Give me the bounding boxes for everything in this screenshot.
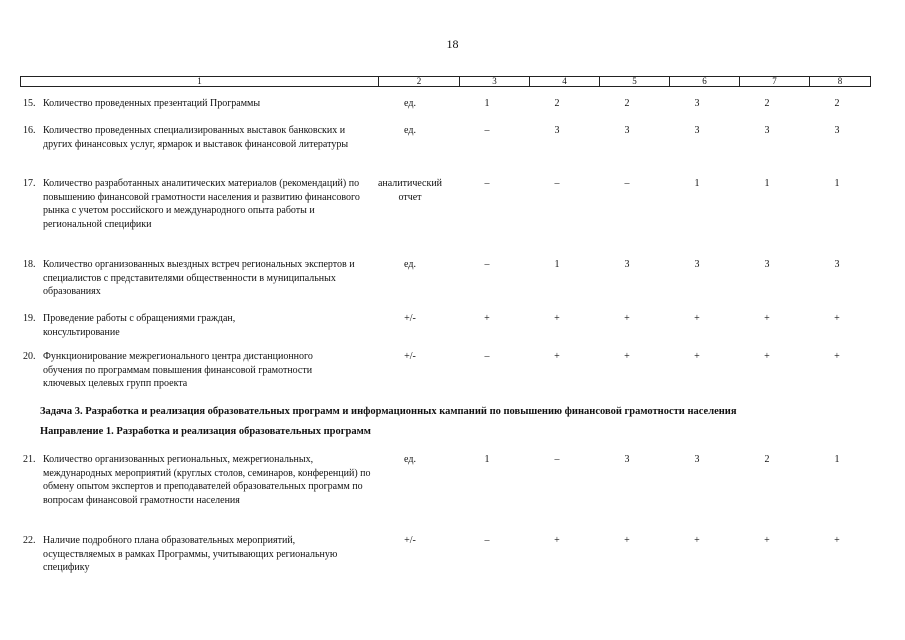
row-value: 2 — [764, 98, 770, 109]
row-number: 17. — [23, 178, 36, 189]
row-value: – — [484, 125, 490, 136]
row-value: – — [624, 178, 630, 189]
row-value: 2 — [834, 98, 840, 109]
row-number: 20. — [23, 351, 36, 362]
row-value: + — [624, 313, 630, 324]
row-value: 3 — [694, 125, 700, 136]
row-value: – — [484, 178, 490, 189]
row-description: Количество проведенных специализированных выставок банковских и других финансовых услуг, ярмарок и выставок финансовой литературы — [43, 125, 349, 150]
row-value: + — [554, 313, 560, 324]
row-description: Наличие подробного плана образовательных мероприятий, осуществляемых в рамках Программы, учитывающих региональную специфику — [43, 535, 338, 573]
header-col-4: 4 — [529, 77, 599, 86]
row-value: – — [554, 178, 560, 189]
row-number: 15. — [23, 98, 36, 109]
row-description: Количество разработанных аналитических материалов (рекомендаций) по повышению финансовой грамотности населения и развитию финансового рынка с учетом российского и международного опыта работы и региональной специфики — [43, 178, 360, 230]
row-value: 3 — [624, 259, 630, 270]
row-value: + — [764, 535, 770, 546]
row-value: 1 — [694, 178, 700, 189]
section-title: Задача 3. Разработка и реализация образовательных программ и информационных кампаний по повышению финансовой грамотности населения — [40, 406, 737, 417]
row-unit: ед. — [404, 125, 416, 136]
row-description: Проведение работы с обращениями граждан, консультирование — [43, 313, 236, 338]
page-number: 18 — [446, 37, 459, 51]
row-number: 22. — [23, 535, 36, 546]
row-value: 2 — [554, 98, 560, 109]
row-unit: +/- — [404, 535, 416, 546]
row-value: 1 — [834, 178, 840, 189]
row-value: 3 — [624, 454, 630, 465]
subsection-title: Направление 1. Разработка и реализация образовательных программ — [40, 426, 371, 437]
row-value: 1 — [834, 454, 840, 465]
row-unit: ед. — [404, 98, 416, 109]
row-value: 1 — [764, 178, 770, 189]
row-value: + — [554, 351, 560, 362]
row-value: + — [484, 313, 490, 324]
row-value: + — [554, 535, 560, 546]
row-value: + — [694, 535, 700, 546]
row-value: 3 — [764, 259, 770, 270]
row-value: + — [834, 535, 840, 546]
row-value: 3 — [834, 259, 840, 270]
row-value: 3 — [694, 259, 700, 270]
row-value: + — [694, 351, 700, 362]
row-number: 19. — [23, 313, 36, 324]
row-value: 3 — [694, 98, 700, 109]
row-value: + — [624, 535, 630, 546]
row-value: 2 — [764, 454, 770, 465]
row-value: + — [834, 313, 840, 324]
row-value: 2 — [624, 98, 630, 109]
row-value: + — [834, 351, 840, 362]
row-description: Количество организованных региональных, межрегиональных, международных мероприятий (круглых столов, семинаров, конференций) по обмену опытом экспертов и преподавателей образовательных программ по вопросам финансовой грамотности населения — [43, 454, 371, 506]
row-unit: ед. — [404, 454, 416, 465]
row-value: – — [484, 351, 490, 362]
header-col-3: 3 — [459, 77, 529, 86]
row-value: – — [554, 454, 560, 465]
header-col-6: 6 — [669, 77, 739, 86]
row-value: – — [484, 535, 490, 546]
header-col-5: 5 — [599, 77, 669, 86]
row-value: 1 — [484, 98, 490, 109]
row-value: 3 — [764, 125, 770, 136]
row-value: + — [764, 313, 770, 324]
row-value: + — [624, 351, 630, 362]
row-value: 3 — [624, 125, 630, 136]
row-value: 3 — [694, 454, 700, 465]
row-description: Количество проведенных презентаций Программы — [43, 98, 261, 109]
table-header — [20, 76, 871, 87]
row-number: 21. — [23, 454, 36, 465]
row-value: 1 — [484, 454, 490, 465]
row-description: Количество организованных выездных встреч региональных экспертов и специалистов с представителями общественности в муниципальных образованиях — [43, 259, 355, 297]
row-description: Функционирование межрегионального центра дистанционного обучения по программам повышения финансовой грамотности ключевых целевых групп проекта — [43, 351, 313, 389]
row-unit: +/- — [404, 351, 416, 362]
header-col-2: 2 — [378, 77, 459, 86]
header-col-1: 1 — [197, 76, 202, 86]
row-value: + — [764, 351, 770, 362]
header-col-8: 8 — [809, 77, 870, 86]
header-col-7: 7 — [739, 77, 809, 86]
row-value: 3 — [554, 125, 560, 136]
row-number: 16. — [23, 125, 36, 136]
row-unit: аналитический отчет — [377, 178, 443, 203]
row-number: 18. — [23, 259, 36, 270]
row-unit: +/- — [404, 313, 416, 324]
row-value: 1 — [554, 259, 560, 270]
row-value: 3 — [834, 125, 840, 136]
row-value: + — [694, 313, 700, 324]
row-value: – — [484, 259, 490, 270]
row-unit: ед. — [404, 259, 416, 270]
